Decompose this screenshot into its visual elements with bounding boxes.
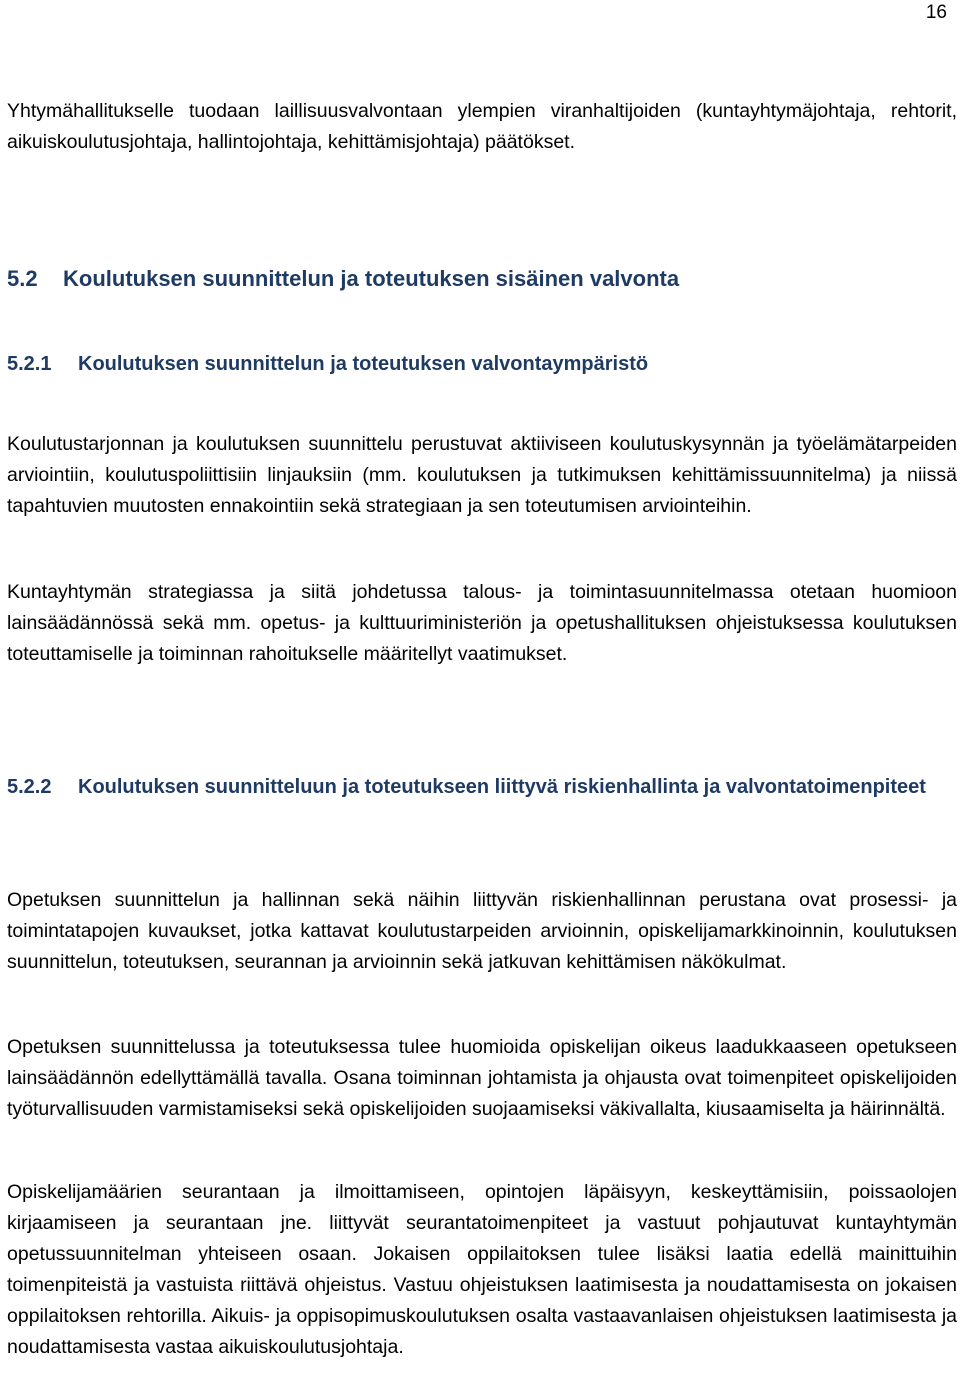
section-heading-5-2 [7,266,957,292]
section-number: 5.2.1 [7,353,52,375]
section-title: Koulutuksen suunnittelun ja toteutuksen valvontaympäristö [78,353,649,375]
paragraph: Opetuksen suunnittelun ja hallinnan sekä näihin liittyvän riskienhallinnan perustana ovat prosessi- ja toimintatapojen kuvaukset, jotka kattavat koulutustarpeiden arvioinnin, opiskelijamarkkinoinnin, koulutuksen suunnittelun, toteutuksen, seurannan ja arvioinnin sekä jatkuvan kehittämisen näkökulmat. [7,889,957,973]
paragraph: Opetuksen suunnittelussa ja toteutuksessa tulee huomioida opiskelijan oikeus laadukkaaseen opetukseen lainsäädännön edellyttämällä tavalla. Osana toiminnan johtamista ja ohjausta ovat toimenpiteet opiskelijoiden työturvallisuuden varmistamiseksi sekä opiskelijoiden suojaamiseksi väkivallalta, kiusaamiselta ja häirinnältä. [7,1036,957,1120]
intro-paragraph: Yhtymähallitukselle tuodaan laillisuusvalvontaan ylempien viranhaltijoiden (kuntayhtymäjohtaja, rehtorit, aikuiskoulutusjohtaja, hallintojohtaja, kehittämisjohtaja) päätökset. [7,100,957,153]
section-number: 5.2.2 [7,776,52,798]
page-number: 16 [925,2,947,23]
paragraph: Koulutustarjonnan ja koulutuksen suunnittelu perustuvat aktiiviseen koulutuskysynnän ja työelämätarpeiden arviointiin, koulutuspoliittisiin linjauksiin (mm. koulutuksen ja tutkimuksen kehittämissuunnitelma) ja niissä tapahtuvien muutosten ennakointiin sekä strategiaan ja sen toteutumisen arviointeihin. [7,433,957,517]
section-title: Koulutuksen suunnitteluun ja toteutukseen liittyvä riskienhallinta ja valvontatoimenpiteet [78,776,926,798]
section-title: Koulutuksen suunnittelun ja toteutuksen sisäinen valvonta [63,266,680,291]
paragraph: Opiskelijamäärien seurantaan ja ilmoittamiseen, opintojen läpäisyyn, keskeyttämisiin, poissaolojen kirjaamiseen ja seurantaan jne. liittyvät seurantatoimenpiteet ja vastuut pohjautuvat kuntayhtymän opetussuunnitelman yhteiseen osaan. Jokaisen oppilaitoksen tulee lisäksi laatia edellä mainittuihin toimenpiteistä ja vastuista riittävä ohjeistus. Vastuu ohjeistuksen laatimisesta ja noudattamisesta on jokaisen oppilaitoksen rehtorilla. Aikuis- ja oppisopimuskoulutuksen osalta vastaavanlaisen ohjeistuksen laatimisesta ja noudattamisesta vastaa aikuiskoulutusjohtaja. [7,1181,957,1358]
paragraph: Kuntayhtymän strategiassa ja siitä johdetussa talous- ja toimintasuunnitelmassa otetaan huomioon lainsäädännössä sekä mm. opetus- ja kulttuuriministeriön ja opetushallituksen ohjeistuksessa koulutuksen toteuttamiselle ja toiminnan rahoitukselle määritellyt vaatimukset. [7,581,957,665]
section-heading-5-2-1 [7,349,957,380]
section-heading-5-2-2 [7,772,957,803]
section-number: 5.2 [7,266,38,291]
